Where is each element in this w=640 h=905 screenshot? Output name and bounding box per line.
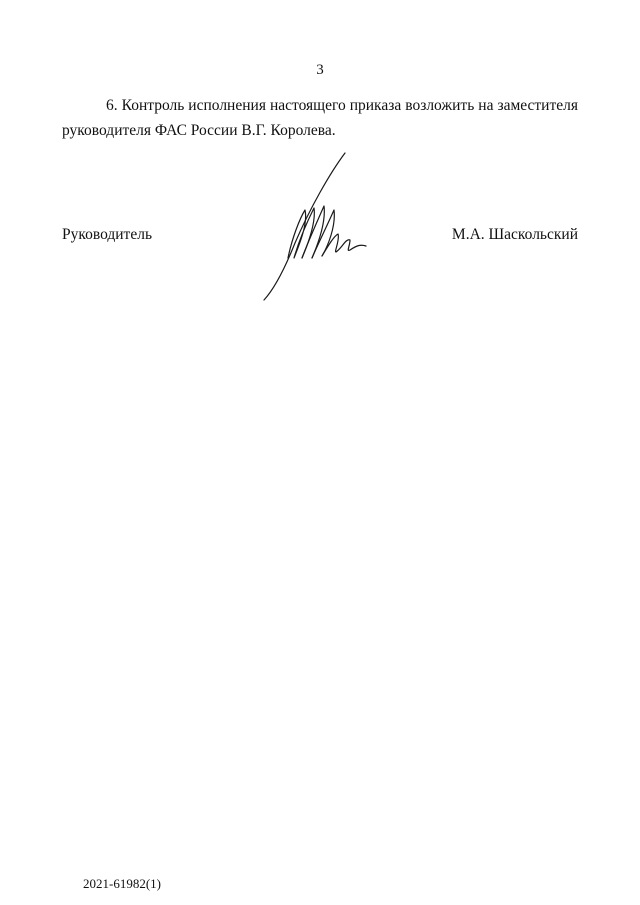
handwritten-signature: [250, 148, 380, 306]
signatory-name: М.А. Шаскольский: [451, 226, 578, 243]
page-number: 3: [316, 62, 324, 78]
signatory-title: Руководитель: [62, 226, 153, 243]
body-paragraph: 6. Контроль исполнения настоящего приказа возложить на заместителя руководителя ФАС России В.Г. Королева.: [62, 97, 578, 139]
document-registration-number: 2021-61982(1): [83, 876, 161, 891]
